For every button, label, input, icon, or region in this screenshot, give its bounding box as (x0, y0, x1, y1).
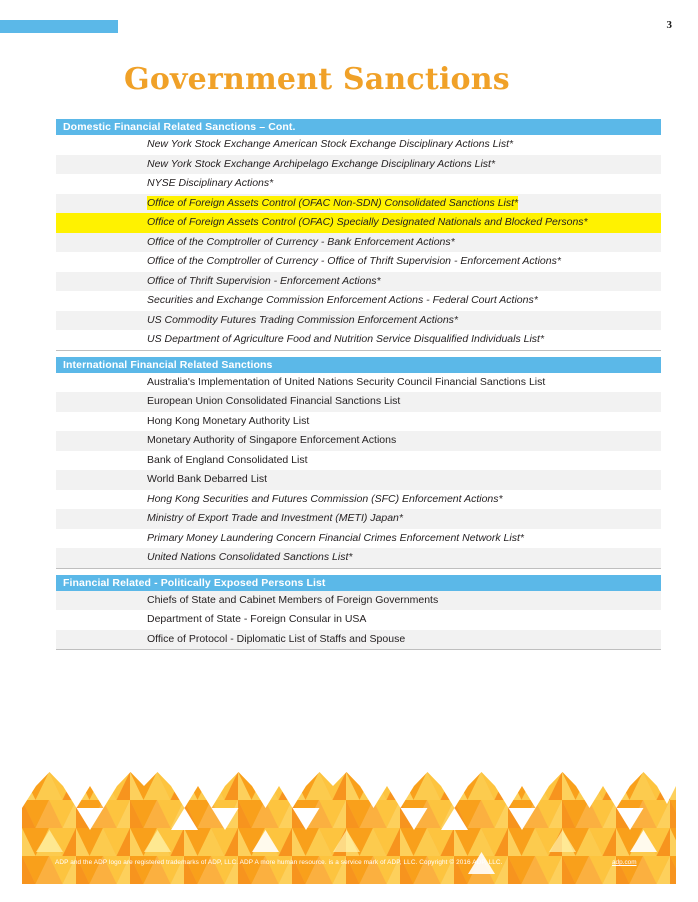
table-row: New York Stock Exchange Archipelago Exchange Disciplinary Actions List* (56, 155, 661, 175)
table-row: Ministry of Export Trade and Investment (METI) Japan* (56, 509, 661, 529)
table-row: Department of State - Foreign Consular in USA (147, 613, 367, 625)
table-row: Hong Kong Securities and Futures Commission (SFC) Enforcement Actions* (147, 492, 503, 505)
table-row: Office of Protocol - Diplomatic List of Staffs and Spouse (56, 630, 661, 650)
footer-url-link[interactable]: adp.com (612, 859, 637, 866)
table-row: Office of the Comptroller of Currency - Office of Thrift Supervision - Enforcement Actions* (147, 255, 561, 267)
table-row: Australia's Implementation of United Nations Security Council Financial Sanctions List (147, 375, 546, 388)
table-row: Monetary Authority of Singapore Enforcement Actions (56, 431, 661, 451)
table-row: Chiefs of State and Cabinet Members of Foreign Governments (56, 591, 661, 611)
section-header: Domestic Financial Related Sanctions – Cont. (56, 119, 661, 135)
table-row: Office of Foreign Assets Control (OFAC) Specially Designated Nationals and Blocked Persons* (56, 213, 661, 233)
top-accent-bar (0, 20, 118, 33)
table-row: European Union Consolidated Financial Sanctions List (56, 392, 661, 412)
table-row: US Department of Agriculture Food and Nutrition Service Disqualified Individuals List* (147, 333, 545, 345)
table-row: Office of the Comptroller of Currency - Bank Enforcement Actions* (56, 233, 661, 253)
table-row: New York Stock Exchange American Stock Exchange Disciplinary Actions List* (147, 138, 514, 150)
row-label: Office of Foreign Assets Control (OFAC Non-SDN) Consolidated Sanctions List* (147, 196, 519, 209)
page-title: Government Sanctions (124, 62, 510, 97)
table-row: Primary Money Laundering Concern Financial Crimes Enforcement Network List* (147, 531, 524, 544)
table-row (56, 194, 661, 214)
table-row: Bank of England Consolidated List (147, 453, 308, 466)
table-row: United Nations Consolidated Sanctions List* (56, 548, 661, 568)
table-row: Office of Thrift Supervision - Enforcement Actions* (56, 272, 661, 292)
section-divider (56, 649, 661, 650)
page-number: 3 (666, 19, 672, 31)
table-row: Hong Kong Monetary Authority List (147, 414, 310, 427)
table-row: World Bank Debarred List (56, 470, 661, 490)
section-header: Financial Related - Politically Exposed Persons List (56, 575, 661, 591)
footer-legal-text: ADP and the ADP logo are registered trademarks of ADP, LLC. ADP A more human resource. is a service mark of ADP, LLC. Copyright © 2016 ADP, LLC. (55, 859, 503, 866)
table-row: Securities and Exchange Commission Enforcement Actions - Federal Court Actions* (147, 294, 538, 306)
table-row: US Commodity Futures Trading Commission Enforcement Actions* (56, 311, 661, 331)
table-row: NYSE Disciplinary Actions* (147, 177, 274, 189)
sanctions-table (56, 119, 661, 650)
footer-mosaic-graphic (22, 772, 676, 884)
section-header: International Financial Related Sanctions (56, 357, 661, 373)
